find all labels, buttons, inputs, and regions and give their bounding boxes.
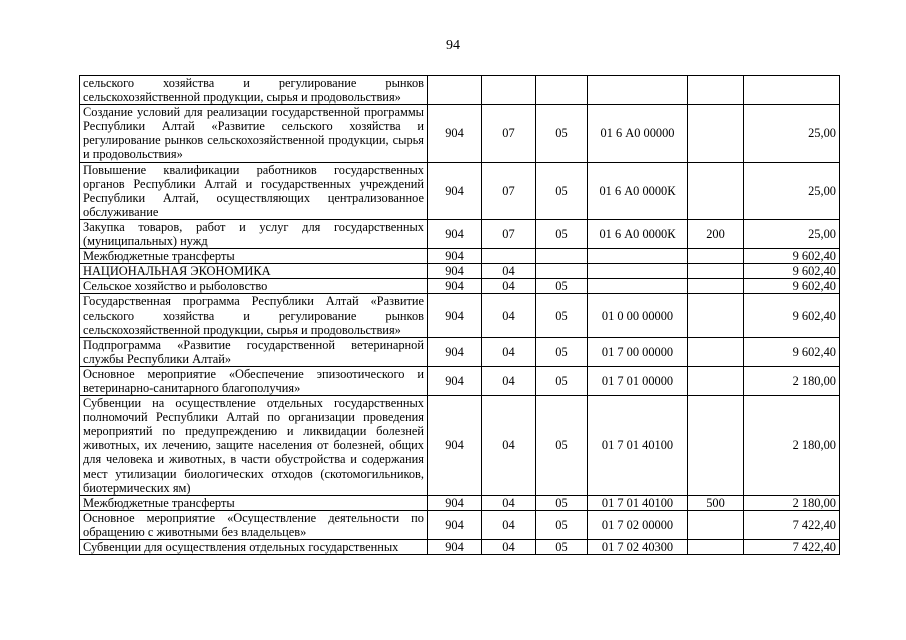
row-section-code <box>482 76 536 105</box>
table-row <box>80 337 840 366</box>
row-ministry-code: 904 <box>428 294 482 337</box>
row-subsection-code <box>536 264 588 279</box>
row-subsection-code <box>536 76 588 105</box>
row-target-article <box>588 249 688 264</box>
row-ministry-code <box>428 76 482 105</box>
row-amount: 25,00 <box>744 219 840 248</box>
row-expense-type <box>688 279 744 294</box>
table-row <box>80 540 840 555</box>
row-section-code: 04 <box>482 540 536 555</box>
row-expense-type: 500 <box>688 495 744 510</box>
table-row <box>80 396 840 496</box>
table-row <box>80 249 840 264</box>
row-section-code: 04 <box>482 264 536 279</box>
row-name: Межбюджетные трансферты <box>80 495 428 510</box>
row-target-article: 01 7 01 00000 <box>588 366 688 395</box>
row-target-article <box>588 279 688 294</box>
row-expense-type: 200 <box>688 219 744 248</box>
row-target-article: 01 0 00 00000 <box>588 294 688 337</box>
row-target-article: 01 6 А0 00000 <box>588 105 688 162</box>
row-ministry-code: 904 <box>428 366 482 395</box>
row-expense-type <box>688 264 744 279</box>
row-expense-type <box>688 105 744 162</box>
row-subsection-code: 05 <box>536 294 588 337</box>
row-amount: 25,00 <box>744 105 840 162</box>
row-section-code: 04 <box>482 279 536 294</box>
row-expense-type <box>688 366 744 395</box>
row-section-code: 04 <box>482 510 536 539</box>
table-row <box>80 510 840 539</box>
row-target-article: 01 7 02 40300 <box>588 540 688 555</box>
row-target-article <box>588 76 688 105</box>
row-ministry-code: 904 <box>428 510 482 539</box>
row-name: Основное мероприятие «Осуществление деятельности по обращению с животными без владельцев» <box>80 510 428 539</box>
row-section-code: 07 <box>482 219 536 248</box>
row-amount: 9 602,40 <box>744 279 840 294</box>
table-row <box>80 162 840 219</box>
row-expense-type <box>688 396 744 496</box>
table-row <box>80 279 840 294</box>
row-amount: 9 602,40 <box>744 249 840 264</box>
row-expense-type <box>688 337 744 366</box>
row-section-code: 04 <box>482 366 536 395</box>
row-section-code: 07 <box>482 162 536 219</box>
row-name: НАЦИОНАЛЬНАЯ ЭКОНОМИКА <box>80 264 428 279</box>
row-ministry-code: 904 <box>428 279 482 294</box>
row-expense-type <box>688 162 744 219</box>
row-amount: 7 422,40 <box>744 510 840 539</box>
table-row <box>80 495 840 510</box>
row-target-article: 01 6 А0 0000К <box>588 219 688 248</box>
row-subsection-code: 05 <box>536 105 588 162</box>
row-target-article: 01 7 01 40100 <box>588 396 688 496</box>
row-name: Субвенции на осуществление отдельных государственных полномочий Республики Алтай по организации проведения мероприятий по предупреждению и ликвидации болезней животных, их лечению, защите населения от болезней, общих для человека и животных, в части обустройства и содержания мест утилизации биологических отходов (скотомогильников, биотермических ям) <box>80 396 428 496</box>
row-name: Субвенции для осуществления отдельных государственных <box>80 540 428 555</box>
row-ministry-code: 904 <box>428 249 482 264</box>
row-name: Закупка товаров, работ и услуг для государственных (муниципальных) нужд <box>80 219 428 248</box>
row-name: Создание условий для реализации государственной программы Республики Алтай «Развитие сельского хозяйства и регулирование рынков сельскохозяйственной продукции, сырья и продовольствия» <box>80 105 428 162</box>
row-amount: 9 602,40 <box>744 294 840 337</box>
row-target-article: 01 7 01 40100 <box>588 495 688 510</box>
row-name: Сельское хозяйство и рыболовство <box>80 279 428 294</box>
row-subsection-code <box>536 249 588 264</box>
row-expense-type <box>688 76 744 105</box>
row-subsection-code: 05 <box>536 396 588 496</box>
row-section-code <box>482 249 536 264</box>
row-target-article: 01 6 А0 0000К <box>588 162 688 219</box>
row-ministry-code: 904 <box>428 162 482 219</box>
table-row <box>80 264 840 279</box>
table-row <box>80 219 840 248</box>
row-subsection-code: 05 <box>536 540 588 555</box>
table-row <box>80 76 840 105</box>
row-name: Повышение квалификации работников государственных органов Республики Алтай и государственных учреждений Республики Алтай, осуществляющих централизованное обслуживание <box>80 162 428 219</box>
row-ministry-code: 904 <box>428 105 482 162</box>
page-number: 94 <box>446 38 460 53</box>
row-amount: 2 180,00 <box>744 366 840 395</box>
table-body <box>80 76 840 555</box>
row-expense-type <box>688 294 744 337</box>
row-subsection-code: 05 <box>536 337 588 366</box>
row-amount: 7 422,40 <box>744 540 840 555</box>
row-expense-type <box>688 249 744 264</box>
row-ministry-code: 904 <box>428 540 482 555</box>
row-ministry-code: 904 <box>428 264 482 279</box>
row-name: Межбюджетные трансферты <box>80 249 428 264</box>
row-amount: 25,00 <box>744 162 840 219</box>
row-ministry-code: 904 <box>428 495 482 510</box>
row-name: Государственная программа Республики Алтай «Развитие сельского хозяйства и регулирование рынков сельскохозяйственной продукции, сырья и продовольствия» <box>80 294 428 337</box>
row-section-code: 04 <box>482 495 536 510</box>
row-amount: 9 602,40 <box>744 337 840 366</box>
row-amount <box>744 76 840 105</box>
row-target-article: 01 7 00 00000 <box>588 337 688 366</box>
budget-table <box>79 75 840 555</box>
row-subsection-code: 05 <box>536 495 588 510</box>
table-row <box>80 105 840 162</box>
row-amount: 2 180,00 <box>744 396 840 496</box>
row-section-code: 07 <box>482 105 536 162</box>
row-target-article: 01 7 02 00000 <box>588 510 688 539</box>
row-target-article <box>588 264 688 279</box>
row-ministry-code: 904 <box>428 219 482 248</box>
row-subsection-code: 05 <box>536 162 588 219</box>
row-expense-type <box>688 540 744 555</box>
table-row <box>80 366 840 395</box>
row-subsection-code: 05 <box>536 279 588 294</box>
row-name: Основное мероприятие «Обеспечение эпизоотического и ветеринарно-санитарного благополучия» <box>80 366 428 395</box>
row-amount: 2 180,00 <box>744 495 840 510</box>
table-row <box>80 294 840 337</box>
row-ministry-code: 904 <box>428 396 482 496</box>
row-section-code: 04 <box>482 396 536 496</box>
row-ministry-code: 904 <box>428 337 482 366</box>
row-name: сельского хозяйства и регулирование рынков сельскохозяйственной продукции, сырья и продовольствия» <box>80 76 428 105</box>
row-subsection-code: 05 <box>536 366 588 395</box>
row-section-code: 04 <box>482 294 536 337</box>
row-expense-type <box>688 510 744 539</box>
row-amount: 9 602,40 <box>744 264 840 279</box>
row-name: Подпрограмма «Развитие государственной ветеринарной службы Республики Алтай» <box>80 337 428 366</box>
row-subsection-code: 05 <box>536 219 588 248</box>
row-section-code: 04 <box>482 337 536 366</box>
row-subsection-code: 05 <box>536 510 588 539</box>
